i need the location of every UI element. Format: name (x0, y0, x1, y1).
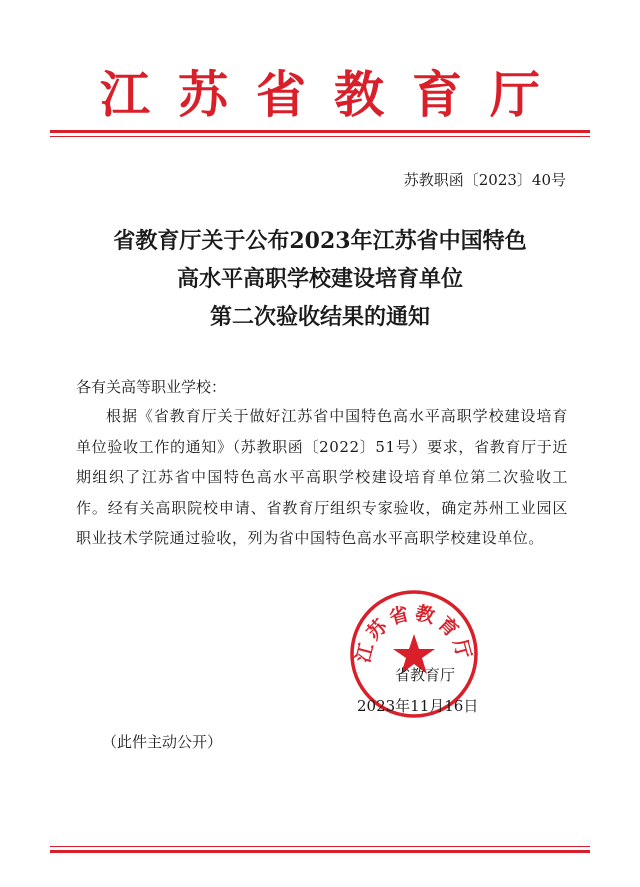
svg-text:江苏省教育厅: 江苏省教育厅 (352, 601, 476, 665)
document-title-line-3: 第二次验收结果的通知 (209, 304, 430, 330)
masthead-rule-thick (50, 130, 590, 133)
document-number: 苏教职函〔2023〕40号 (403, 171, 566, 189)
document-title-line-1: 省教育厅关于公布2023年江苏省中国特色 (113, 228, 527, 254)
masthead-title: 江苏省教育厅 (100, 65, 568, 124)
issue-date: 2023年11月16日 (357, 697, 479, 715)
public-disclosure-note: （此件主动公开） (102, 733, 223, 751)
body-text (76, 401, 568, 554)
signer: 省教育厅 (395, 666, 456, 684)
salutation: 各有关高等职业学校： (76, 378, 227, 396)
footer-rule-thick (50, 850, 590, 853)
masthead-rule-thin (50, 136, 590, 137)
document-title-line-2: 高水平高职学校建设培育单位 (176, 266, 463, 292)
body-paragraph: 根据《省教育厅关于做好江苏省中国特色高水平高职学校建设培育单位验收工作的通知》（苏教职函〔2022〕51号）要求，省教育厅于近期组织了江苏省中国特色高水平高职学校建设培育单位第二次验收工作。经有关高职院校申请、省教育厅组织专家验收，确定苏州工业园区职业技术学院通过验收，列为省中国特色高水平高职学校建设单位。 (76, 407, 568, 547)
footer-rule-thin (50, 846, 590, 847)
